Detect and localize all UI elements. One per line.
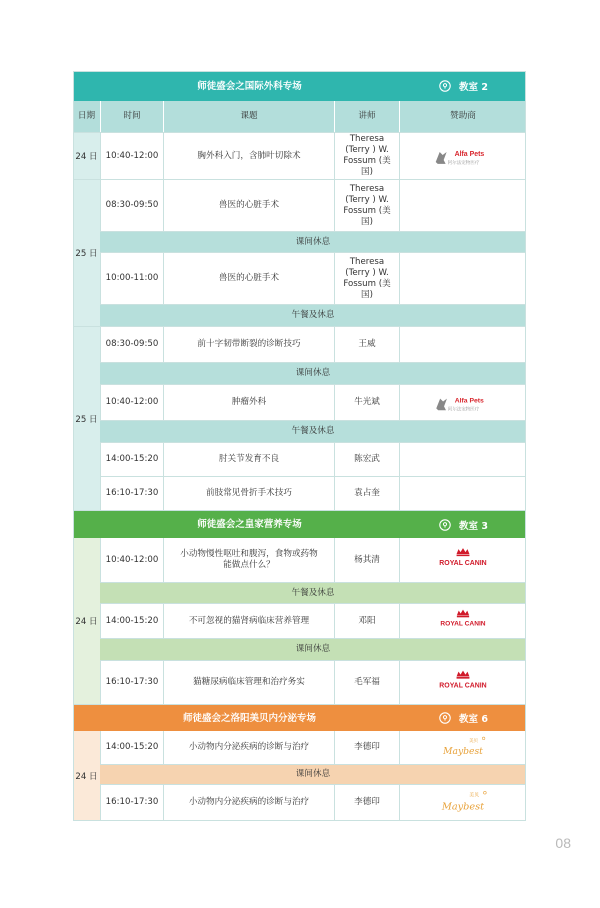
- svg-text:ROYAL CANIN: ROYAL CANIN: [439, 559, 487, 567]
- break-label: 课间休息: [295, 236, 331, 247]
- session-sponsor: [399, 604, 526, 638]
- column-header-speaker: 讲师: [334, 101, 399, 132]
- section-title: 师徒盛会之皇家营养专场: [197, 519, 302, 530]
- session-sponsor: [399, 731, 526, 764]
- session-speaker: 毛军福: [334, 661, 399, 704]
- section-header: [73, 71, 526, 101]
- room-label: 教室 6: [459, 714, 488, 725]
- svg-text:阿尔法宠物医疗: 阿尔法宠物医疗: [447, 160, 480, 166]
- session-speaker: Theresa (Terry ) W. Fossum (美国): [334, 180, 399, 231]
- session-row: [100, 477, 526, 511]
- session-time: 10:40-12:00: [100, 133, 163, 179]
- session-speaker: 李德印: [334, 785, 399, 820]
- room-location: [401, 705, 526, 731]
- column-header-topic: 课题: [163, 101, 334, 132]
- session-topic: 前肢常见骨折手术技巧: [163, 477, 334, 510]
- break-row: [100, 639, 526, 661]
- session-topic: 小动物内分泌疾病的诊断与治疗: [163, 785, 334, 820]
- session-row: [100, 731, 526, 765]
- session-speaker: 牛光斌: [334, 385, 399, 420]
- session-speaker: Theresa (Terry ) W. Fossum (美国): [334, 253, 399, 304]
- break-row: [100, 305, 526, 327]
- session-time: 14:00-15:20: [100, 731, 163, 764]
- royal-canin-logo: [400, 538, 526, 582]
- session-topic: 肘关节发育不良: [163, 443, 334, 476]
- day-cell: 25 日: [73, 327, 100, 511]
- section-title: 师徒盛会之洛阳美贝内分泌专场: [182, 712, 316, 724]
- session-sponsor: [399, 133, 526, 179]
- svg-text:Alfa Pets: Alfa Pets: [454, 397, 484, 405]
- session-row: [100, 133, 526, 180]
- location-pin-icon: [439, 80, 451, 92]
- session-time: 14:00-15:20: [100, 443, 163, 476]
- session-speaker: 袁占奎: [334, 477, 399, 510]
- break-row: [100, 583, 526, 604]
- break-label: 午餐及休息: [291, 587, 335, 598]
- room-location: [401, 71, 526, 101]
- session-time: 08:30-09:50: [100, 180, 163, 231]
- day-cell: 25 日: [73, 180, 100, 327]
- break-label: 课间休息: [295, 769, 331, 779]
- page-number: 08: [555, 835, 571, 851]
- svg-text:美贝: 美贝: [469, 792, 480, 799]
- svg-text:ROYAL CANIN: ROYAL CANIN: [440, 620, 486, 628]
- room-location: [401, 511, 526, 538]
- session-sponsor: [399, 785, 526, 820]
- session-topic: 胸外科入门，含肺叶切除术: [163, 133, 334, 179]
- session-row: [100, 253, 526, 305]
- svg-text:阿尔法宠物医疗: 阿尔法宠物医疗: [447, 407, 480, 413]
- session-topic: 猫糖尿病临床管理和治疗务实: [163, 661, 334, 704]
- session-row: [100, 661, 526, 705]
- session-row: [100, 385, 526, 421]
- break-row: [100, 421, 526, 443]
- maybest-logo: [400, 731, 526, 764]
- alfa-pets-logo: [400, 385, 526, 420]
- session-speaker: 李德印: [334, 731, 399, 764]
- royal-canin-logo: [400, 661, 526, 704]
- session-sponsor: [399, 253, 526, 304]
- session-time: 16:10-17:30: [100, 661, 163, 704]
- session-sponsor: [399, 661, 526, 704]
- alfa-pets-logo: [400, 133, 526, 179]
- session-time: 14:00-15:20: [100, 604, 163, 638]
- session-time: 10:00-11:00: [100, 253, 163, 304]
- session-speaker: 杨其清: [334, 538, 399, 582]
- session-row: [100, 443, 526, 477]
- session-sponsor: [399, 538, 526, 582]
- room-label: 教室 3: [459, 520, 488, 532]
- location-pin-icon: [439, 712, 451, 724]
- session-topic: 小动物慢性呕吐和腹泻，食物或药物能做点什么？: [163, 538, 334, 582]
- column-header-date: 日期: [77, 111, 96, 121]
- session-time: 10:40-12:00: [100, 538, 163, 582]
- session-time: 10:40-12:00: [100, 385, 163, 420]
- break-label: 课间休息: [295, 368, 331, 378]
- session-speaker: 王威: [334, 327, 399, 362]
- session-row: [100, 538, 526, 583]
- session-sponsor: [399, 327, 526, 362]
- session-row: [100, 327, 526, 363]
- section-header: [73, 705, 526, 731]
- break-row: [100, 363, 526, 385]
- svg-text:Alfa Pets: Alfa Pets: [454, 151, 485, 158]
- session-speaker: 陈宏武: [334, 443, 399, 476]
- session-sponsor: [399, 443, 526, 476]
- day-cell: 24 日: [73, 133, 100, 180]
- svg-text:Maybest: Maybest: [441, 801, 485, 813]
- break-row: [100, 765, 526, 785]
- day-cell: 24 日: [73, 538, 100, 705]
- session-sponsor: [399, 477, 526, 510]
- session-sponsor: [399, 385, 526, 420]
- column-header-time: 时间: [100, 101, 163, 132]
- location-pin-icon: [439, 519, 451, 531]
- session-row: [100, 785, 526, 821]
- session-row: [100, 604, 526, 639]
- session-speaker: 邓阳: [334, 604, 399, 638]
- session-topic: 小动物内分泌疾病的诊断与治疗: [163, 731, 334, 764]
- break-label: 课间休息: [295, 644, 331, 654]
- session-time: 08:30-09:50: [100, 327, 163, 362]
- maybest-logo: [400, 785, 526, 820]
- room-label: 教室 2: [459, 82, 488, 93]
- svg-text:美贝: 美贝: [468, 739, 479, 744]
- break-row: [100, 232, 526, 253]
- session-topic: 肿瘤外科: [163, 385, 334, 420]
- schedule-table: [73, 71, 526, 821]
- svg-text:ROYAL CANIN: ROYAL CANIN: [439, 682, 487, 690]
- column-header-row: [73, 101, 526, 133]
- session-topic: 兽医的心脏手术: [163, 180, 334, 231]
- section-title: 师徒盛会之国际外科专场: [197, 80, 302, 92]
- session-sponsor: [399, 180, 526, 231]
- break-label: 午餐及休息: [291, 310, 335, 320]
- royal-canin-logo: [400, 604, 526, 638]
- session-topic: 不可忽视的猫肾病临床营养管理: [163, 604, 334, 638]
- session-row: [100, 180, 526, 232]
- svg-text:Maybest: Maybest: [443, 745, 483, 757]
- break-label: 午餐及休息: [291, 426, 335, 436]
- session-time: 16:10-17:30: [100, 477, 163, 510]
- session-time: 16:10-17:30: [100, 785, 163, 820]
- session-topic: 兽医的心脏手术: [163, 253, 334, 304]
- section-header: [73, 511, 526, 538]
- day-cell: 24 日: [73, 731, 100, 821]
- session-topic: 前十字韧带断裂的诊断技巧: [163, 327, 334, 362]
- session-speaker: Theresa (Terry ) W. Fossum (美国): [334, 133, 399, 179]
- column-header-sponsor: 赞助商: [399, 101, 526, 132]
